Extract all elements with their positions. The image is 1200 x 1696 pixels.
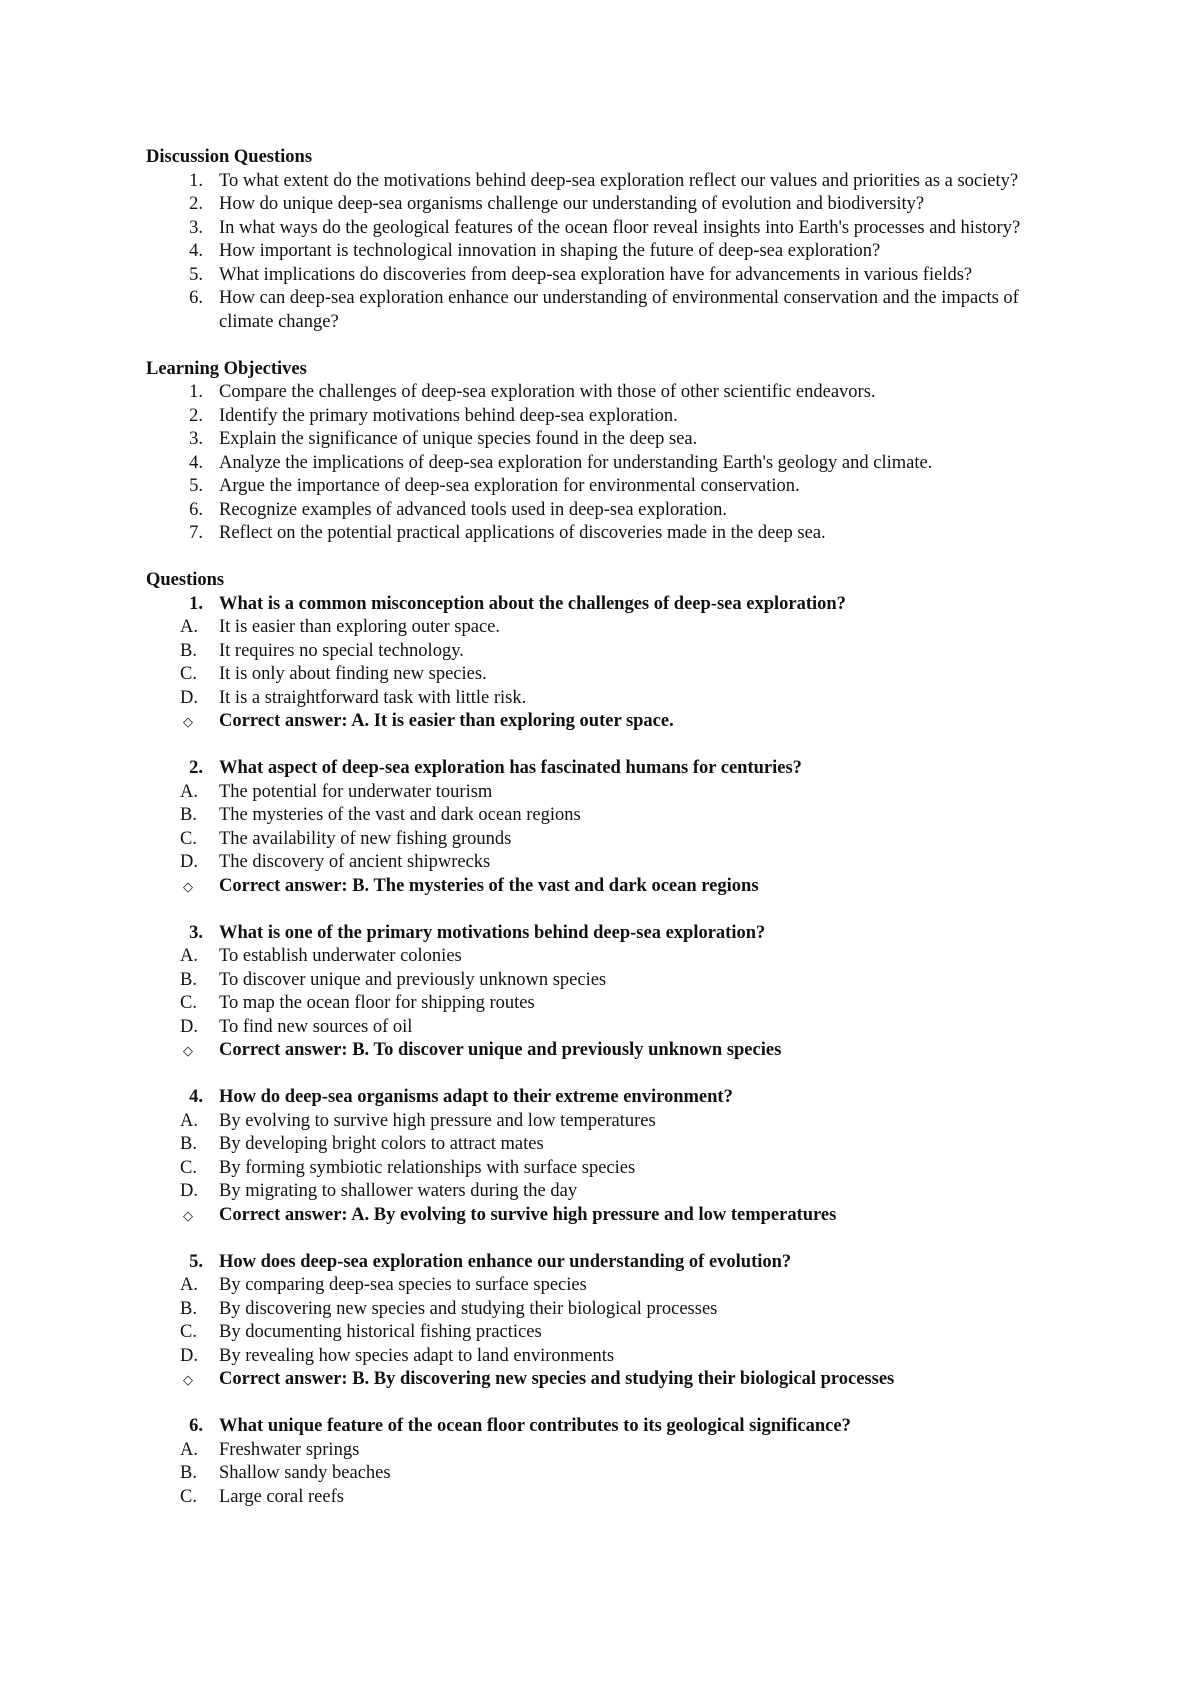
discussion-item	[146, 240, 1066, 264]
question-list	[146, 1251, 1066, 1275]
diamond-icon: ◇	[183, 714, 193, 729]
objective-item	[146, 428, 1066, 452]
option-text: To establish underwater colonies	[219, 946, 462, 966]
question-text: What aspect of deep-sea exploration has fascinated humans for centuries?	[219, 758, 802, 778]
option-text: To discover unique and previously unknown species	[219, 969, 607, 990]
item-number: 4.	[189, 241, 203, 261]
option-item	[146, 1157, 1066, 1181]
item-number: 5.	[189, 264, 203, 285]
option-item	[146, 804, 1066, 828]
option-text: It is only about finding new species.	[219, 664, 487, 684]
item-text: Explain the significance of unique species found in the deep sea.	[219, 429, 698, 449]
option-letter: B.	[180, 969, 197, 990]
correct-answer	[146, 1368, 1066, 1392]
option-text: The mysteries of the vast and dark ocean regions	[219, 805, 581, 825]
document-page	[146, 146, 1066, 1533]
options-list	[146, 945, 1066, 1063]
option-item	[146, 992, 1066, 1016]
correct-answer	[146, 1039, 1066, 1063]
diamond-icon: ◇	[183, 1207, 193, 1223]
option-letter: B.	[180, 1463, 197, 1483]
discussion-item	[146, 287, 1066, 334]
item-number: 3.	[189, 217, 203, 238]
option-letter: C.	[180, 993, 197, 1013]
option-item	[146, 969, 1066, 993]
question-text: How does deep-sea exploration enhance our understanding of evolution?	[219, 1251, 792, 1272]
question-list	[146, 1086, 1066, 1110]
question-item	[146, 1251, 1066, 1275]
option-text: Large coral reefs	[219, 1486, 344, 1507]
item-text: Recognize examples of advanced tools used in deep-sea exploration.	[219, 499, 728, 520]
option-text: By developing bright colors to attract mates	[219, 1134, 544, 1154]
option-text: It is easier than exploring outer space.	[219, 617, 500, 637]
question-list	[146, 922, 1066, 946]
discussion-list	[146, 170, 1066, 335]
option-text: By comparing deep-sea species to surface species	[219, 1275, 587, 1295]
option-letter: C.	[180, 828, 197, 849]
option-item	[146, 640, 1066, 664]
objective-item	[146, 475, 1066, 499]
question-block	[146, 1415, 1066, 1509]
option-item	[146, 1298, 1066, 1322]
option-text: The availability of new fishing grounds	[219, 828, 512, 849]
item-number: 3.	[189, 429, 203, 449]
options-list	[146, 1439, 1066, 1510]
question-item	[146, 593, 1066, 617]
questions-section	[146, 569, 1066, 1509]
item-number: 7.	[189, 523, 203, 543]
option-letter: B.	[180, 805, 197, 825]
options-list	[146, 1274, 1066, 1392]
options-list	[146, 616, 1066, 734]
item-text: Reflect on the potential practical applications of discoveries made in the deep sea.	[219, 523, 826, 543]
option-letter: B.	[180, 1298, 197, 1319]
option-item	[146, 1321, 1066, 1345]
options-list	[146, 781, 1066, 899]
question-item	[146, 757, 1066, 781]
option-item	[146, 1462, 1066, 1486]
questions-heading: Questions	[146, 570, 225, 590]
item-number: 2.	[189, 405, 203, 426]
answer-text: Correct answer: B. By discovering new species and studying their biological processes	[219, 1369, 895, 1389]
option-item	[146, 1110, 1066, 1134]
answer-text: Correct answer: B. To discover unique and previously unknown species	[219, 1040, 782, 1060]
item-number: 6.	[189, 288, 203, 308]
discussion-item	[146, 264, 1066, 288]
option-item	[146, 663, 1066, 687]
option-text: Shallow sandy beaches	[219, 1463, 391, 1483]
option-text: Freshwater springs	[219, 1439, 360, 1460]
option-letter: D.	[180, 1016, 198, 1037]
item-text: How can deep-sea exploration enhance our understanding of environmental conservation and the impacts of climate change?	[219, 288, 1019, 332]
item-text: Argue the importance of deep-sea exploration for environmental conservation.	[219, 476, 800, 496]
item-number: 2.	[189, 194, 203, 214]
option-item	[146, 1180, 1066, 1204]
item-text: Identify the primary motivations behind deep-sea exploration.	[219, 405, 678, 426]
option-letter: C.	[180, 664, 197, 684]
question-item	[146, 1415, 1066, 1439]
answer-text: Correct answer: A. It is easier than exploring outer space.	[219, 711, 674, 731]
discussion-heading: Discussion Questions	[146, 147, 313, 167]
option-letter: A.	[180, 1110, 198, 1131]
item-text: Compare the challenges of deep-sea exploration with those of other scientific endeavors.	[219, 382, 876, 402]
item-text: In what ways do the geological features of the ocean floor reveal insights into Earth's processes and history?	[219, 217, 1021, 238]
answer-text: Correct answer: A. By evolving to survive high pressure and low temperatures	[219, 1204, 837, 1225]
item-text: How do unique deep-sea organisms challenge our understanding of evolution and biodiversity?	[219, 194, 925, 214]
option-letter: B.	[180, 1134, 197, 1154]
option-letter: B.	[180, 640, 197, 661]
question-list	[146, 1415, 1066, 1439]
options-list	[146, 1110, 1066, 1228]
item-text: To what extent do the motivations behind deep-sea exploration reflect our values and priorities as a society?	[219, 170, 1019, 191]
option-item	[146, 687, 1066, 711]
option-letter: D.	[180, 687, 198, 708]
option-item	[146, 1133, 1066, 1157]
option-item	[146, 851, 1066, 875]
spacer	[146, 334, 1066, 358]
option-item	[146, 945, 1066, 969]
question-block	[146, 1251, 1066, 1392]
objective-item	[146, 499, 1066, 523]
option-text: By revealing how species adapt to land environments	[219, 1345, 615, 1366]
question-number: 5.	[189, 1251, 203, 1272]
option-letter: A.	[180, 617, 198, 637]
objective-item	[146, 405, 1066, 429]
option-text: By evolving to survive high pressure and low temperatures	[219, 1110, 656, 1131]
question-block	[146, 922, 1066, 1063]
item-number: 5.	[189, 476, 203, 496]
option-item	[146, 1439, 1066, 1463]
option-letter: C.	[180, 1157, 197, 1178]
question-item	[146, 1086, 1066, 1110]
option-text: It is a straightforward task with little risk.	[219, 687, 527, 708]
discussion-section	[146, 146, 1066, 334]
objective-item	[146, 522, 1066, 546]
question-number: 6.	[189, 1416, 203, 1436]
question-block	[146, 1086, 1066, 1227]
objectives-heading: Learning Objectives	[146, 358, 307, 379]
question-item	[146, 922, 1066, 946]
option-text: By documenting historical fishing practices	[219, 1322, 542, 1342]
option-item	[146, 1345, 1066, 1369]
option-letter: A.	[180, 1439, 198, 1460]
option-text: It requires no special technology.	[219, 640, 464, 661]
objectives-section	[146, 358, 1066, 546]
discussion-item	[146, 193, 1066, 217]
correct-answer	[146, 1204, 1066, 1228]
option-letter: A.	[180, 781, 198, 802]
option-item	[146, 781, 1066, 805]
item-text: What implications do discoveries from deep-sea exploration have for advancements in various fields?	[219, 264, 973, 285]
option-letter: C.	[180, 1486, 197, 1507]
option-text: The potential for underwater tourism	[219, 781, 493, 802]
option-text: By migrating to shallower waters during the day	[219, 1181, 578, 1201]
question-list	[146, 757, 1066, 781]
item-text: Analyze the implications of deep-sea exploration for understanding Earth's geology and climate.	[219, 452, 933, 473]
option-letter: D.	[180, 1181, 198, 1201]
option-item	[146, 828, 1066, 852]
question-list	[146, 593, 1066, 617]
question-number: 3.	[189, 922, 203, 943]
question-number: 1.	[189, 593, 203, 614]
option-item	[146, 1274, 1066, 1298]
option-letter: D.	[180, 1345, 198, 1366]
question-number: 4.	[189, 1087, 203, 1107]
question-text: How do deep-sea organisms adapt to their extreme environment?	[219, 1087, 733, 1107]
question-text: What is a common misconception about the challenges of deep-sea exploration?	[219, 593, 846, 614]
correct-answer	[146, 710, 1066, 734]
option-text: To map the ocean floor for shipping routes	[219, 993, 535, 1013]
option-text: By discovering new species and studying their biological processes	[219, 1298, 718, 1319]
option-letter: A.	[180, 1275, 198, 1295]
spacer	[146, 546, 1066, 570]
diamond-icon: ◇	[183, 1372, 193, 1387]
item-text: How important is technological innovation in shaping the future of deep-sea exploration?	[219, 241, 881, 261]
option-text: By forming symbiotic relationships with surface species	[219, 1157, 636, 1178]
objective-item	[146, 452, 1066, 476]
objectives-list	[146, 381, 1066, 546]
diamond-icon: ◇	[183, 878, 193, 894]
objective-item	[146, 381, 1066, 405]
option-letter: D.	[180, 852, 198, 872]
option-item	[146, 1016, 1066, 1040]
correct-answer	[146, 875, 1066, 899]
discussion-item	[146, 170, 1066, 194]
question-block	[146, 757, 1066, 898]
option-text: To find new sources of oil	[219, 1016, 413, 1037]
discussion-item	[146, 217, 1066, 241]
diamond-icon: ◇	[183, 1043, 193, 1058]
question-text: What is one of the primary motivations behind deep-sea exploration?	[219, 922, 766, 943]
item-number: 1.	[189, 382, 203, 402]
option-text: The discovery of ancient shipwrecks	[219, 852, 491, 872]
option-letter: C.	[180, 1322, 197, 1342]
question-number: 2.	[189, 758, 203, 778]
option-item	[146, 616, 1066, 640]
option-item	[146, 1486, 1066, 1510]
question-block	[146, 593, 1066, 734]
item-number: 6.	[189, 499, 203, 520]
answer-text: Correct answer: B. The mysteries of the vast and dark ocean regions	[219, 875, 759, 896]
option-letter: A.	[180, 946, 198, 966]
item-number: 4.	[189, 452, 203, 473]
item-number: 1.	[189, 170, 203, 191]
question-text: What unique feature of the ocean floor contributes to its geological significance?	[219, 1416, 851, 1436]
